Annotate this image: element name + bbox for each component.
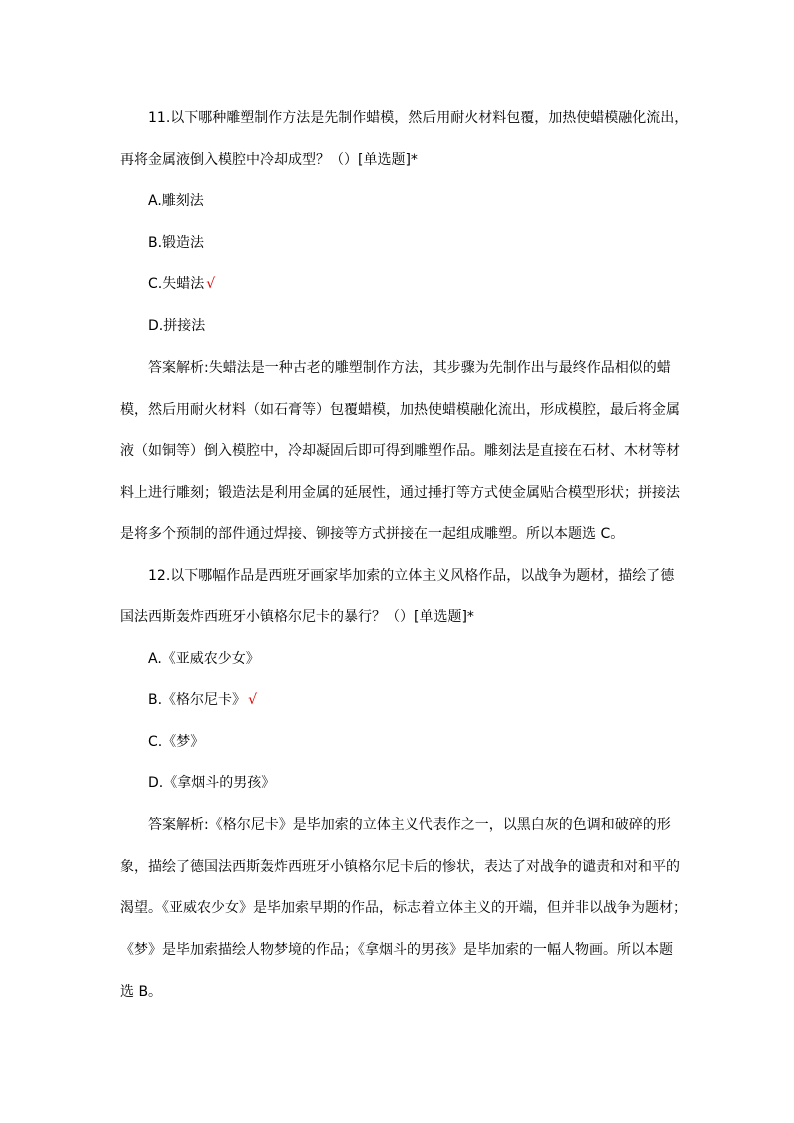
option-label: C.失蜡法 (148, 276, 205, 292)
question-11-option-b: B.锻造法 (148, 235, 205, 251)
question-11-stem-line-1: 11.以下哪种雕塑制作方法是先制作蜡模，然后用耐火材料包覆，加热使蜡模融化流出， (148, 110, 689, 126)
question-11-analysis-line-2: 模，然后用耐火材料（如石膏等）包覆蜡模，加热使蜡模融化流出，形成模腔，最后将金属 (120, 402, 680, 418)
question-12-stem-line-1: 12.以下哪幅作品是西班牙画家毕加索的立体主义风格作品，以战争为题材，描绘了德 (148, 568, 675, 584)
question-11-analysis-line-1: 答案解析:失蜡法是一种古老的雕塑制作方法，其步骤为先制作出与最终作品相似的蜡 (148, 360, 671, 376)
question-12-option-b (148, 690, 257, 710)
option-label: B.《格尔尼卡》 (148, 692, 247, 708)
question-12-option-a: A.《亚威农少女》 (148, 651, 260, 667)
question-12-option-d: D.《拿烟斗的男孩》 (148, 775, 276, 791)
correct-check-icon: √ (206, 276, 216, 292)
question-11-option-c (148, 274, 215, 294)
question-12-analysis-line-2: 象，描绘了德国法西斯轰炸西班牙小镇格尔尼卡后的惨状，表达了对战争的谴责和对和平的 (120, 859, 680, 875)
question-12-analysis-line-4: 《梦》是毕加索描绘人物梦境的作品；《拿烟斗的男孩》是毕加索的一幅人物画。所以本题 (120, 942, 673, 958)
correct-check-icon: √ (248, 692, 257, 708)
question-11-analysis-line-4: 料上进行雕刻；锻造法是利用金属的延展性，通过捶打等方式使金属贴合模型形状；拼接法 (120, 485, 680, 501)
question-12-analysis-line-3: 渴望。《亚威农少女》是毕加索早期的作品，标志着立体主义的开端，但并非以战争为题材； (120, 900, 687, 916)
question-11-analysis-line-5: 是将多个预制的部件通过焊接、铆接等方式拼接在一起组成雕塑。所以本题选 C。 (120, 526, 625, 542)
question-12-analysis-line-1: 答案解析:《格尔尼卡》是毕加索的立体主义代表作之一，以黑白灰的色调和破碎的形 (148, 817, 671, 833)
question-12-option-c: C.《梦》 (148, 734, 205, 750)
question-12-analysis-line-5: 选 B。 (120, 984, 163, 1000)
question-11-stem-line-2: 再将金属液倒入模腔中冷却成型？（）[单选题]* (120, 152, 418, 168)
question-11-option-d: D.拼接法 (148, 318, 206, 334)
question-11-analysis-line-3: 液（如铜等）倒入模腔中，冷却凝固后即可得到雕塑作品。雕刻法是直接在石材、木材等材 (120, 443, 680, 459)
question-12-stem-line-2: 国法西斯轰炸西班牙小镇格尔尼卡的暴行？（）[单选题]* (120, 609, 474, 625)
question-11-option-a: A.雕刻法 (148, 193, 204, 209)
